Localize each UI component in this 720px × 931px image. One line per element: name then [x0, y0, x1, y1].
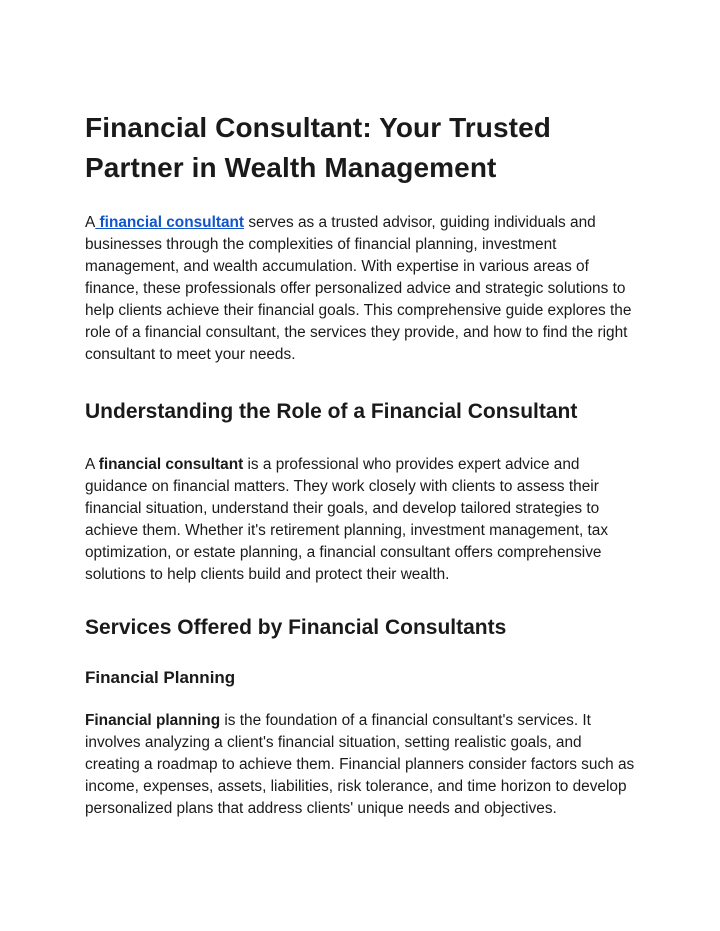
role-body: is a professional who provides expert advice and guidance on financial matters. They work closely with clients to assess their financial situation, understand their goals, and develop tailored strategies to achieve them. Whether it's retirement planning, investment management, tax optimization, or estate planning, a financial consultant offers comprehensive solutions to help clients build and protect their wealth.: [85, 456, 609, 583]
role-heading: Understanding the Role of a Financial Consultant: [85, 400, 578, 423]
financial-planning-subheading: Financial Planning: [85, 668, 236, 687]
financial-planning-paragraph: [85, 710, 640, 820]
financial-consultant-link[interactable]: financial consultant: [95, 214, 245, 231]
role-paragraph: [85, 454, 640, 586]
intro-lead: A: [85, 214, 96, 231]
role-bold-term: financial consultant: [98, 456, 244, 473]
intro-body: serves as a trusted advisor, guiding individuals and businesses through the complexities of financial planning, investment management, and wealth accumulation. With expertise in various areas of finance, these professionals offer personalized advice and strategic solutions to help clients achieve their financial goals. This comprehensive guide explores the role of a financial consultant, the services they provide, and how to find the right consultant to meet your needs.: [85, 214, 632, 363]
planning-bold-term: Financial planning: [85, 712, 221, 729]
page-title: Financial Consultant: Your Trusted Partner in Wealth Management: [85, 112, 551, 183]
services-heading: Services Offered by Financial Consultants: [85, 616, 507, 639]
role-lead: A: [85, 456, 99, 473]
planning-body: is the foundation of a financial consultant's services. It involves analyzing a client's financial situation, setting realistic goals, and creating a roadmap to achieve them. Financial planners consider factors such as income, expenses, assets, liabilities, risk tolerance, and time horizon to develop personalized plans that address clients' unique needs and objectives.: [85, 712, 635, 817]
intro-paragraph: [85, 212, 640, 366]
